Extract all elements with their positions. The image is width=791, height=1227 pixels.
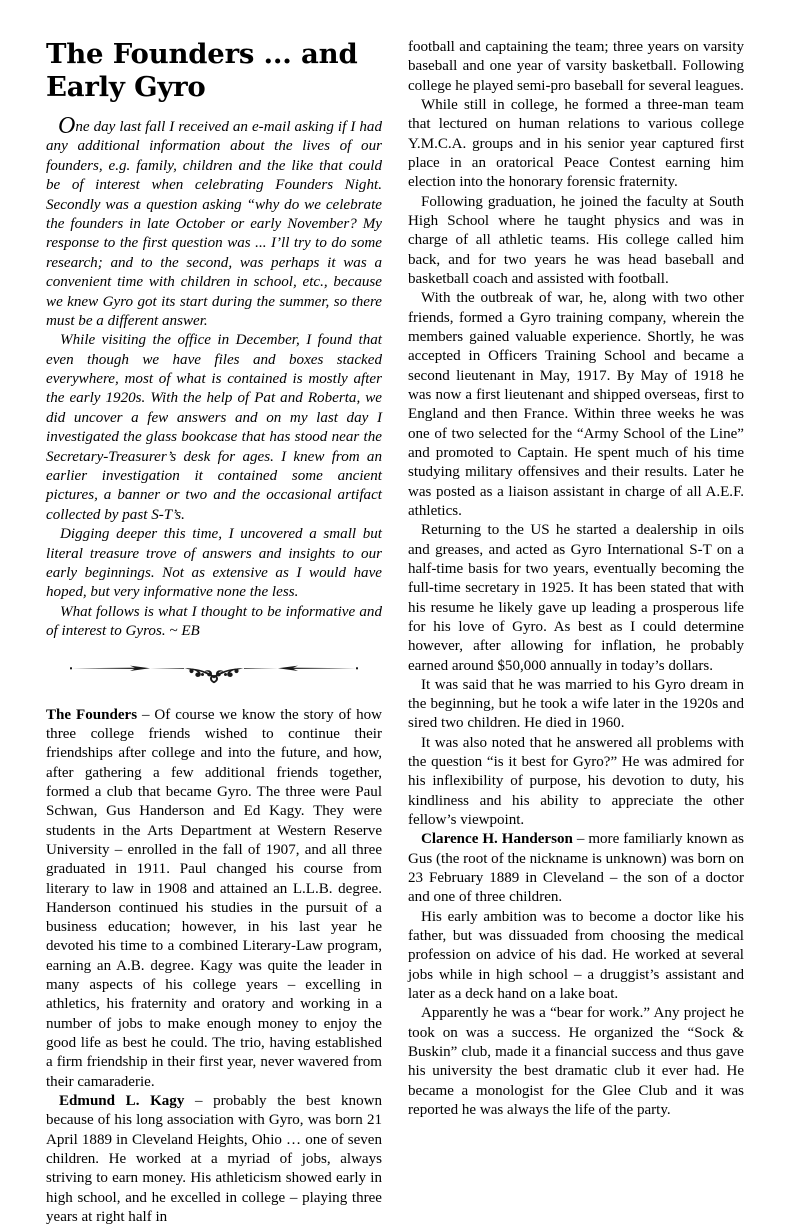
- decorative-flourish-divider: [64, 658, 364, 688]
- body-paragraph: His early ambition was to become a doctor like his father, but was dissuaded from choosing the medical profession on advice of his dad. He worked at several jobs while in high school – a druggist’s assistant and later as a deck hand on a lake boat.: [408, 908, 744, 1003]
- lead-paragraph-text: ne day last fall I received an e-mail asking if I had any additional information about the lives of our founders, e.g. family, children and the like that could be of interest when celebrating Founders Night. Secondly was a question asking “why do we celebrate the founders in late October or early November? My response to the first question was ... I’ll try to do some research; and to the second, was perhaps it was a convenient time with children in school, etc., because we knew Gyro got its start during the summer, so there must be a different answer.: [46, 119, 382, 329]
- body-paragraph: Returning to the US he started a dealership in oils and greases, and acted as Gyro International S-T on a half-time basis for two years, eventually becoming the full-time secretary in 1925. It has been stated that with his resume he likely gave up leading a prosperous life for his love of Gyro. As best as I could determine however, after allowing for inflation, he probably earned around $50,000 annually in today’s dollars.: [408, 522, 744, 674]
- lead-paragraph: What follows is what I thought to be informative and of interest to Gyros. ~ EB: [46, 603, 382, 640]
- body-paragraph-text: – more familiarly known as Gus (the root of the nickname is unknown) was born on 23 February 1889 in Cleveland – the son of a doctor and one of three children.: [408, 831, 744, 906]
- body-paragraph: Following graduation, he joined the faculty at South High School where he taught physics and was in charge of all athletic teams. His college called him back, and for two years he was head baseball and basketball coach and assisted with football.: [408, 193, 744, 287]
- page-title: [46, 38, 382, 104]
- body-paragraph: football and captaining the team; three years on varsity baseball and one year of varsity basketball. Following college he played semi-pro baseball for several leagues.: [408, 39, 744, 94]
- paragraph-runin-heading: The Founders: [46, 706, 138, 723]
- two-column-layout: [46, 38, 745, 1227]
- lead-paragraph: While visiting the office in December, I found that even though we have files and boxes stacked everywhere, most of what is contained is mostly after the early 1920s. With the help of Pat and Roberta, we did uncover a few answers and on my last day I investigated the glass bookcase that has stood near the Secretary-Treasurer’s desk for ages. I knew from an earlier investigation it contained some ancient pictures, a banner or two and the occasional artifact collected by past S-T’s.: [46, 332, 382, 523]
- title-line-1: The Founders ... and: [46, 38, 358, 70]
- body-paragraph: [408, 830, 744, 907]
- lead-paragraph: [46, 115, 382, 331]
- body-paragraph: It was also noted that he answered all problems with the question “is it best for Gyro?” He was admired for his inflexibility of purpose, his devotion to duty, his kindliness and his ability to appreciate the other fellow’s viewpoint.: [408, 734, 744, 829]
- paragraph-runin-heading: Clarence H. Handerson: [421, 831, 573, 848]
- body-paragraph: [46, 706, 382, 1093]
- body-paragraph-text: – probably the best known because of his long association with Gyro, was born 21 April 1889 in Cleveland Heights, Ohio … one of seven children. He worked at a myriad of jobs, always striving to earn money. His athleticism showed early in high school, and he excelled in college – playing three years at right half in: [46, 1093, 382, 1226]
- body-paragraph: With the outbreak of war, he, along with two other friends, formed a Gyro training company, wherein the members gained valuable experience. Shortly, he was accepted in Officers Training School and became a second lieutenant in May, 1917. By May of 1918 he was now a first lieutenant and shipped overseas, first to England and then France. Within three weeks he was one of two selected for the “Army School of the Line” and promoted to Captain. He spent much of his time studying military offensives and their results. Later he was posted as a liaison assistant in charge of all A.E.F. athletics.: [408, 290, 744, 519]
- title-line-2: Early Gyro: [46, 71, 206, 103]
- right-column: [408, 38, 744, 1120]
- body-paragraph: It was said that he was married to his Gyro dream in the beginning, but he took a wife later in the 1920s and sired two children. He died in 1960.: [408, 676, 744, 732]
- body-paragraph: Apparently he was a “bear for work.” Any project he took on was a success. He organized the “Sock & Buskin” club, made it a financial success and thus gave his university the best dramatic club it ever had. He became a monologist for the Glee Club and it was reported he was always the life of the party.: [408, 1005, 744, 1119]
- body-paragraph-text: – Of course we know the story of how three college friends wished to continue their friendships after college and into the future, and how, after gathering a few additional friends together, formed a club that became Gyro. The three were Paul Schwan, Gus Handerson and Ed Kagy. They were students in the Arts Department at Western Reserve University – enrolled in the fall of 1907, and all three graduated in 1911. Paul changed his course from literary to law in 1908 and attained an L.L.B. degree. Handerson continued his studies in the pursuit of a business education; however, in his last year he devoted his time to a combined Literary-Law program, earning an A.B. degree. Kagy was quite the leader in many aspects of his college years – excelling in athletics, his fraternity and oratory and working in a number of jobs to make enough money to enjoy the good life as best he could. The trio, having established a firm friendship in their first year, never wavered from their camaraderie.: [46, 706, 382, 1090]
- body-paragraph: [46, 1092, 382, 1227]
- paragraph-runin-heading: Edmund L. Kagy: [59, 1093, 185, 1110]
- left-column: [46, 38, 382, 1227]
- drop-cap: O: [58, 113, 76, 139]
- body-paragraph: While still in college, he formed a three-man team that lectured on human relations to various college Y.M.C.A. groups and in his senior year captured first place in an oratorical Peace Contest earning him election into the honorary forensic fraternity.: [408, 96, 744, 191]
- lead-paragraph: Digging deeper this time, I uncovered a small but literal treasure trove of answers and insights to our early beginnings. Not as extensive as I would have hoped, but very informative none the less.: [46, 526, 382, 601]
